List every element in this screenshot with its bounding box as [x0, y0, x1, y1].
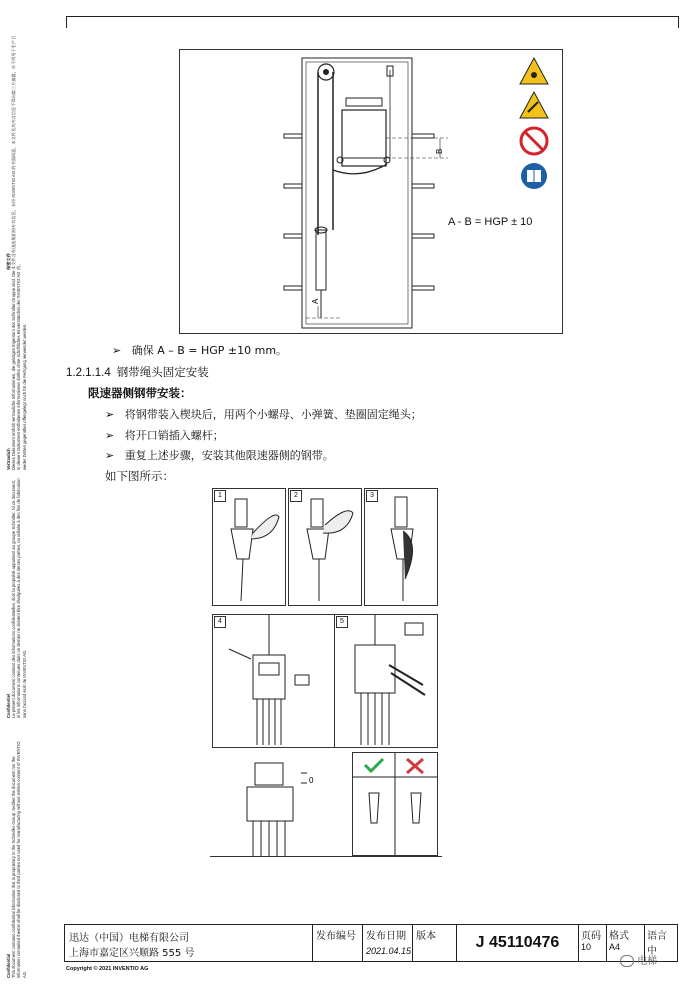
footer-language-cell: 语言 中	[645, 925, 677, 961]
dimension-label-b: B	[435, 148, 444, 154]
comparison-illustration	[353, 753, 437, 855]
wechat-icon	[620, 955, 634, 967]
step-number: 5	[336, 616, 348, 628]
step-3-illustration	[365, 489, 437, 605]
warning-falling-object-icon	[520, 58, 548, 84]
gap-label: 0	[309, 776, 314, 785]
prohibition-icon	[521, 128, 547, 154]
document-id: J 45110476	[475, 934, 560, 951]
step-panel-1	[212, 488, 286, 606]
footer-doc-no-cell: 发布编号	[313, 925, 363, 961]
step-panel-2	[288, 488, 362, 606]
bullet-item: ➢ 将钢带装入楔块后，用两个小螺母、小弹簧、垫圈固定绳头；	[105, 408, 422, 421]
section-number: 1.2.1.1.4	[66, 367, 111, 379]
footer-format-cell: 格式 A4	[607, 925, 645, 961]
dimension-detail-panel	[210, 752, 338, 856]
footer-table	[64, 924, 678, 962]
copyright-text: Copyright © 2021 INVENTIO AG	[66, 966, 149, 972]
sidebar-confidentiel-notice: Confidentiel Le présent document contient des informations confidentielles, dont la propriété appartient au groupe Schindler. Ni ce document, ni les informations contenues dans ce dernier ne doivent être divulguées à des tierces parties, ou utilisée à des fins de fabrication sans l'accord écrit de INVENTIO AG.	[6, 478, 27, 718]
step-2-illustration	[289, 489, 361, 605]
top-border-right-tick	[678, 16, 679, 28]
company-address: 上海市嘉定区兴顺路 555 号	[69, 948, 195, 959]
formula-text: A - B = HGP ± 10	[448, 216, 533, 228]
section-title: 钢带绳头固定安装	[116, 365, 209, 379]
format-value: A4	[609, 942, 621, 952]
arrow-bullet-icon: ➢	[105, 408, 115, 421]
footer-doc-id-cell	[457, 925, 579, 961]
sidebar-secret-notice: 保密文件 本文件含有迅达集团的专有信息。未经 INVENTIO AG 的书面同意，本文件及其内含信息不得向第三方披露，亦不得用于生产目的。	[6, 35, 22, 270]
subheading: 限速器侧钢带安装：	[88, 386, 192, 400]
step-panel-4	[212, 614, 338, 748]
arrow-bullet-icon: ➢	[105, 449, 115, 462]
section-heading	[66, 364, 209, 380]
step-panel-5	[334, 614, 438, 748]
step-number: 2	[290, 490, 302, 502]
footer-company-cell	[65, 925, 313, 961]
confirm-bullet	[112, 342, 287, 358]
step-number: 3	[366, 490, 378, 502]
shaft-diagram	[180, 50, 562, 333]
footer-page-cell: 页码 10	[579, 925, 607, 961]
zero-gap-illustration	[211, 753, 339, 857]
cross-icon	[407, 759, 423, 773]
figure-bottom-line	[210, 856, 442, 857]
watermark-text: 电梯	[620, 952, 657, 967]
page-number: 10	[581, 942, 592, 952]
date-value: 2021.04.15	[366, 946, 412, 956]
correct-incorrect-panel	[352, 752, 438, 856]
shaft-diagram-figure	[179, 49, 563, 334]
step-number: 1	[214, 490, 226, 502]
language-value: 中	[647, 946, 657, 957]
warning-fall-hazard-icon	[520, 92, 548, 118]
step-panel-3	[364, 488, 438, 606]
arrow-bullet-icon: ➢	[112, 344, 122, 357]
mandatory-read-manual-icon	[521, 163, 547, 189]
footer-date-cell: 发布日期 2021.04.15	[363, 925, 413, 961]
check-icon	[365, 759, 383, 771]
step-4-illustration	[213, 615, 337, 747]
dimension-label-a: A	[311, 298, 320, 304]
step-1-illustration	[213, 489, 285, 605]
company-name: 迅达（中国）电梯有限公司	[69, 933, 189, 944]
sidebar-vertraulich-notice: Vertraulich Dieses Dokument enthält vertrauliche Informationen, die geistiges Eigentum der Schindler-Gruppe sind. Die in diesem Dokument enthaltenen Informationen dürfen ohne schriftliches Einverständnis der INVENTIO AG weder Dritten gegenüber offengelegt noch für die Fertigung verwendet werden.	[6, 270, 27, 470]
figure-intro: 如下图所示：	[105, 469, 174, 483]
step-5-illustration	[335, 615, 437, 747]
step-number: 4	[214, 616, 226, 628]
footer-version-cell: 版本	[413, 925, 457, 961]
confirm-text: 确保 A – B = HGP ±10 mm。	[131, 344, 288, 357]
bullet-item: ➢ 将开口销插入螺杆；	[105, 429, 224, 442]
bullet-item: ➢ 重复上述步骤，安装其他限速器侧的钢带。	[105, 449, 334, 462]
top-border	[66, 16, 678, 17]
arrow-bullet-icon: ➢	[105, 429, 115, 442]
sidebar-confidential-notice: Confidential This document contains confidential information that is proprietary to the Schindler Group. Neither the document nor the information contained therein shall be disclosed to third parties nor used for manufacturing without written consent of INVENTIO AG.	[6, 741, 27, 978]
top-border-left-tick	[66, 16, 67, 28]
